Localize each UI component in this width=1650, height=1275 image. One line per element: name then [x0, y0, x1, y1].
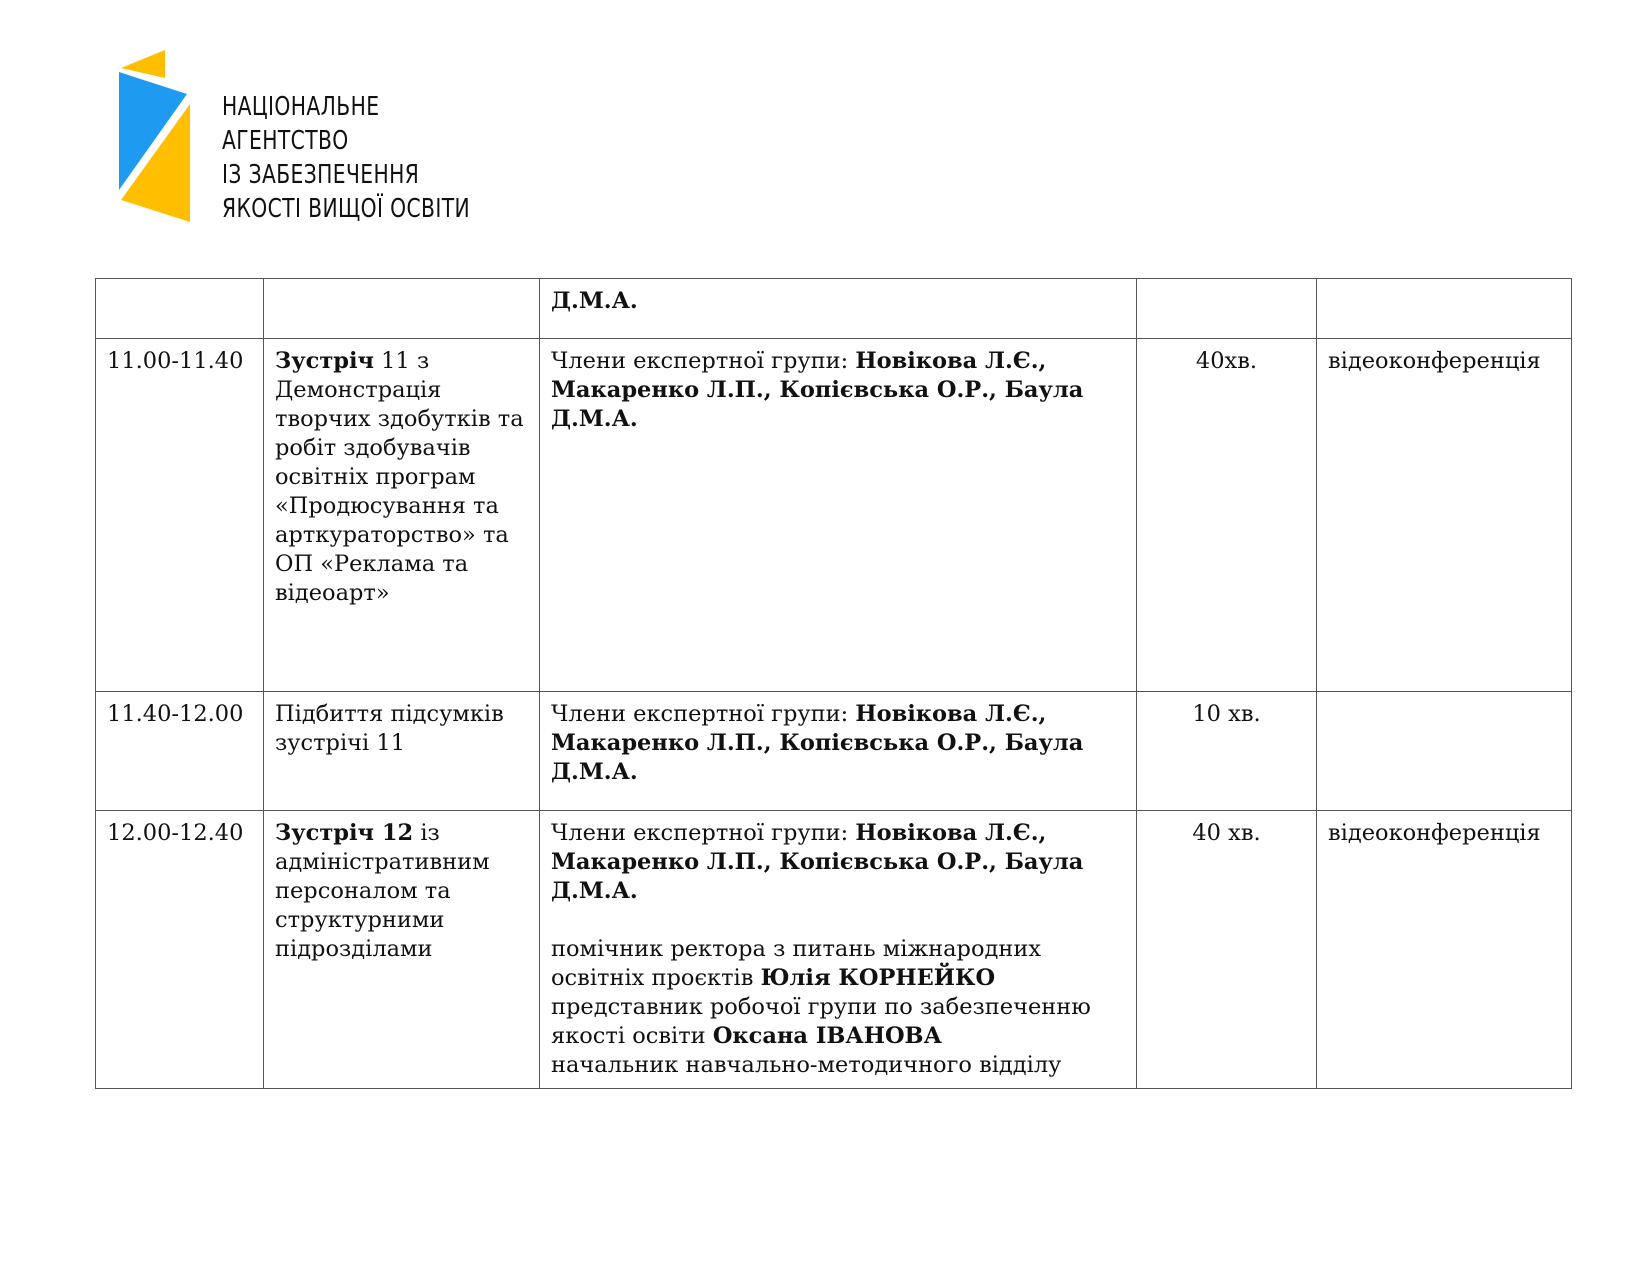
- format-cell: відеоконференція: [1317, 339, 1572, 692]
- logo-line-3: ІЗ ЗАБЕЗПЕЧЕННЯ: [222, 160, 420, 190]
- duration-cell: 40 хв.: [1137, 811, 1317, 1089]
- participants-cell: [540, 279, 1137, 339]
- participant-entry: [551, 993, 1125, 1051]
- duration-cell: [1137, 279, 1317, 339]
- participants-cell: [540, 692, 1137, 811]
- participant-role: помічник ректора з питань міжнародних освітніх проєктів: [551, 936, 1042, 991]
- participants-cell: [540, 811, 1137, 1089]
- event-title-bold: Зустріч: [275, 348, 375, 374]
- time-cell: 11.00-11.40: [96, 339, 264, 692]
- format-cell: відеоконференція: [1317, 811, 1572, 1089]
- time-cell: 11.40-12.00: [96, 692, 264, 811]
- participant-entry: [551, 1051, 1125, 1080]
- schedule-table: [95, 278, 1572, 1089]
- event-cell: [264, 811, 540, 1089]
- table-row: [96, 279, 1572, 339]
- participants-cell: [540, 339, 1137, 692]
- participants-label: Члени експертної групи:: [551, 348, 856, 374]
- participants-label: Члени експертної групи:: [551, 701, 856, 727]
- event-description: 11 з Демонстрація творчих здобутків та робіт здобувачів освітніх програм «Продюсування та арткураторство» та ОП «Реклама та відеоарт»: [275, 348, 524, 606]
- time-cell: 12.00-12.40: [96, 811, 264, 1089]
- logo-yellow-top-shape: [121, 50, 165, 78]
- participant-name: Юлія КОРНЕЙКО: [760, 965, 996, 991]
- participant-role: начальник навчально-методичного відділу: [551, 1052, 1062, 1078]
- time-cell: [96, 279, 264, 339]
- logo-line-4: ЯКОСТІ ВИЩОЇ ОСВІТИ: [222, 194, 471, 224]
- spacer: [551, 906, 1125, 935]
- format-cell: [1317, 279, 1572, 339]
- event-description: Підбиття підсумків зустрічі 11: [275, 701, 504, 756]
- format-cell: [1317, 692, 1572, 811]
- participants-names: Новікова Л.Є., Макаренко Л.П., Копієвська О.Р., Баула Д.М.А.: [551, 348, 1084, 432]
- duration-cell: 40хв.: [1137, 339, 1317, 692]
- event-cell: [264, 692, 540, 811]
- event-description: із адміністративним персоналом та структурними підрозділами: [275, 820, 490, 962]
- logo-emblem-icon: [112, 46, 192, 226]
- logo-line-2: АГЕНТСТВО: [222, 126, 349, 156]
- event-title-bold: Зустріч 12: [275, 820, 414, 846]
- participants-names: Д.М.А.: [551, 288, 638, 314]
- participant-entry: [551, 935, 1125, 993]
- participants-label: Члени експертної групи:: [551, 820, 856, 846]
- participant-role: представник робочої групи по забезпеченню якості освіти: [551, 994, 1091, 1049]
- participants-block: [551, 819, 1125, 906]
- participant-name: Оксана ІВАНОВА: [712, 1023, 942, 1049]
- table-row: [96, 811, 1572, 1089]
- event-cell: [264, 279, 540, 339]
- participants-names: Новікова Л.Є., Макаренко Л.П., Копієвська О.Р., Баула Д.М.А.: [551, 701, 1084, 785]
- participants-names: Новікова Л.Є., Макаренко Л.П., Копієвська О.Р., Баула Д.М.А.: [551, 820, 1084, 904]
- logo-wordmark: [222, 90, 470, 226]
- table-row: [96, 692, 1572, 811]
- agency-logo: [112, 46, 512, 236]
- logo-line-1: НАЦІОНАЛЬНЕ: [222, 92, 380, 122]
- event-cell: [264, 339, 540, 692]
- duration-cell: 10 хв.: [1137, 692, 1317, 811]
- table-row: [96, 339, 1572, 692]
